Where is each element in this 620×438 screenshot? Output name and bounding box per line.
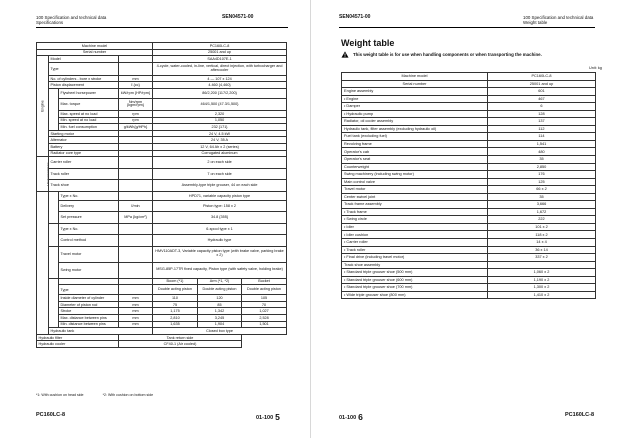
spec-unit — [119, 246, 153, 262]
spec-unit: rpm — [119, 117, 153, 124]
weight-item: Revolving frame — [342, 140, 488, 148]
cyl-item: Type — [59, 285, 119, 295]
cyl-blank — [119, 278, 153, 285]
spec-row — [37, 223, 287, 235]
spec-row — [37, 130, 287, 137]
right-header-subtitle: Weight table — [523, 20, 548, 26]
cyl-item: Diameter of piston rod — [59, 301, 119, 308]
weight-row — [342, 133, 596, 141]
spec-row — [37, 110, 287, 117]
spec-value: 86/2,200 {117/2,200} — [153, 88, 287, 98]
weight-value: 1,300 x 2 — [488, 284, 596, 292]
spec-item: No. of cylinders - bore x stroke — [49, 75, 119, 82]
weight-model-value: PC160LC-8 — [488, 73, 596, 81]
spec-item: Control method — [59, 235, 119, 247]
spec-value: 6-spool type x 1 — [153, 223, 287, 235]
weight-row — [342, 201, 596, 209]
right-page — [310, 0, 620, 438]
cyl-unit: mm — [119, 315, 153, 322]
spec-unit — [119, 235, 153, 247]
right-header-doc-code: SEN04571-00 — [339, 14, 371, 20]
right-header-chapter: 100 Specification and technical data — [523, 15, 594, 20]
weight-item: Operator's cab — [342, 148, 488, 156]
spec-unit — [119, 150, 153, 157]
right-header-rule — [339, 27, 595, 28]
spec-row — [37, 82, 287, 89]
spec-item: Delivery — [59, 200, 119, 212]
spec-unit — [119, 62, 153, 75]
spec-item: Flywheel horsepower — [59, 88, 119, 98]
cyl-head-boom: Boom (*1) — [153, 278, 198, 285]
weight-item: • Swing circle — [342, 216, 488, 224]
spec-notes — [36, 393, 171, 397]
spec-item: Hydraulic filter — [37, 334, 119, 341]
weight-item: • Final drive (including travel motor) — [342, 254, 488, 262]
spec-value: HPD71, variable capacity piston type — [153, 191, 287, 200]
right-footer-code: 01-100 — [339, 415, 357, 421]
weight-row — [342, 193, 596, 201]
spec-unit: Nm/rpm {kgm/rpm} — [119, 98, 153, 110]
left-footer-page — [256, 412, 280, 422]
spec-item: Hydraulic cooler — [37, 341, 119, 348]
group-engine: Engine — [37, 56, 49, 157]
spec-row — [37, 168, 287, 180]
spec-unit — [119, 191, 153, 200]
spec-value: 34.8 {355} — [153, 212, 287, 224]
weight-value: 125 — [488, 178, 596, 186]
spec-unit — [119, 180, 153, 192]
weight-item: Track shoe assembly — [342, 261, 488, 269]
weight-item: Travel motor — [342, 186, 488, 194]
weight-value: 137 — [488, 118, 596, 126]
weight-value: 112 — [488, 125, 596, 133]
weight-row — [342, 291, 596, 299]
group-hydraulic-motor — [49, 246, 59, 278]
cyl-bucket-value: 2,528 — [242, 315, 287, 322]
cyl-header-row — [37, 278, 287, 285]
spec-row — [37, 75, 287, 82]
weight-item: • Engine — [342, 95, 488, 103]
spec-unit — [119, 143, 153, 150]
weight-item: Fuel tank (excluding fuel) — [342, 133, 488, 141]
spec-item: Battery — [49, 143, 119, 150]
right-footer-page — [339, 412, 363, 422]
weight-row — [342, 178, 596, 186]
left-header-subtitle: Specifications — [36, 20, 64, 26]
weight-value: 3,666 — [488, 201, 596, 209]
group-hydraulic-cylinder — [49, 278, 59, 328]
weight-item: Center swivel joint — [342, 193, 488, 201]
spec-unit — [119, 137, 153, 144]
spec-item: Min. fuel consumption — [59, 124, 119, 131]
weight-row — [342, 156, 596, 164]
spec-item: Alternator — [49, 137, 119, 144]
spec-value: 2,320 — [153, 110, 287, 117]
weight-value: 1,060 x 2 — [488, 269, 596, 277]
weight-value: 6 — [488, 103, 596, 111]
weight-row — [342, 284, 596, 292]
spec-item: Max. torque — [59, 98, 119, 110]
spec-row — [37, 157, 287, 169]
spec-value: CF40-1 (Air cooled) — [119, 341, 242, 348]
cyl-bucket-value: Double acting piston — [242, 285, 287, 295]
spec-item: Starting motor — [49, 130, 119, 137]
group-control-valve — [49, 223, 59, 246]
spec-value: 4.460 {4,460} — [153, 82, 287, 89]
weight-item: • Hydraulic pump — [342, 110, 488, 118]
weight-value: 1,190 x 2 — [488, 276, 596, 284]
weight-row — [342, 254, 596, 262]
caution-text: This weight table is for use when handling components or when transporting the machine. — [353, 52, 542, 57]
weight-item: • Idler — [342, 223, 488, 231]
weight-item: Hydraulic tank, filter assembly (excluding hydraulic oil) — [342, 125, 488, 133]
spec-value: Assembly-type triple grouser, 44 on each side — [153, 180, 287, 192]
weight-item: • Track roller — [342, 246, 488, 254]
spec-unit: mm — [119, 75, 153, 82]
cyl-boom-value: 75 — [153, 301, 198, 308]
weight-row — [342, 223, 596, 231]
spec-row — [37, 262, 287, 278]
cyl-row — [37, 308, 287, 315]
weight-row — [342, 88, 596, 96]
weight-row — [342, 118, 596, 126]
spec-row — [37, 98, 287, 110]
spec-value: 24 V, 4.5 kW — [153, 130, 287, 137]
weight-value: 601 — [488, 88, 596, 96]
weight-row — [342, 103, 596, 111]
spec-value: 232 {171} — [153, 124, 287, 131]
spec-row-serial — [37, 49, 287, 56]
weight-item: Track frame assembly — [342, 201, 488, 209]
spec-value: SAA4D107E-1 — [153, 56, 287, 63]
weight-row — [342, 140, 596, 148]
spec-item: Hydraulic tank — [49, 328, 153, 335]
cyl-item: Min. distance between pins — [59, 321, 119, 328]
cyl-unit — [119, 285, 153, 295]
spec-item: Piston displacement — [49, 82, 119, 89]
cyl-arm-value: 1,342 — [198, 308, 242, 315]
cyl-item: Stroke — [59, 308, 119, 315]
weight-row — [342, 186, 596, 194]
cyl-item: Max. distance between pins — [59, 315, 119, 322]
weight-row — [342, 95, 596, 103]
weight-value: 101 x 2 — [488, 223, 596, 231]
spec-row — [37, 124, 287, 131]
group-performance — [49, 88, 59, 130]
spec-value: 12 V, 64 Ah x 2 (series) — [153, 143, 287, 150]
spec-value: 2 on each side — [153, 157, 287, 169]
spec-value: Closed box type — [153, 328, 287, 335]
cyl-bucket-value: 1,027 — [242, 308, 287, 315]
spec-item: Min. speed at no load — [59, 117, 119, 124]
cyl-boom-value: 2,810 — [153, 315, 198, 322]
spec-value: 464/1,500 {47.3/1,500} — [153, 98, 287, 110]
machine-model-value: PC160LC-8 — [153, 43, 287, 50]
cyl-boom-value: 1,635 — [153, 321, 198, 328]
spec-row — [37, 88, 287, 98]
weight-value: 114 — [488, 133, 596, 141]
spec-row — [37, 235, 287, 247]
spec-item: Type x No. — [59, 223, 119, 235]
spec-unit: ℓ/min — [119, 200, 153, 212]
weight-row — [342, 276, 596, 284]
cyl-boom-value: 1,175 — [153, 308, 198, 315]
weight-item: • Standard triple grouser shoe (700 mm) — [342, 284, 488, 292]
spec-unit: g/kWh{g/HPh} — [119, 124, 153, 131]
spec-value: Tank return side — [119, 334, 242, 341]
cyl-row — [37, 315, 287, 322]
spec-row-machine-model — [37, 43, 287, 50]
cyl-arm-value: Double acting piston — [198, 285, 242, 295]
left-header-section — [36, 15, 106, 25]
left-header-rule — [36, 27, 288, 28]
weight-value: 1,541 — [488, 140, 596, 148]
weight-item: Main control valve — [342, 178, 488, 186]
spec-item: Type — [49, 62, 119, 75]
spec-value: HMV110ADT-3, Variable capacity piston type (with brake valve, parking brake x 2) — [153, 246, 287, 262]
weight-value: 35 — [488, 193, 596, 201]
spec-value: Piston type: 158 x 2 — [153, 200, 287, 212]
spec-unit: rpm — [119, 110, 153, 117]
cyl-unit: mm — [119, 308, 153, 315]
spec-value: 4-cycle, water-cooled, in-line, vertical, direct injection, with turbocharger and aftercooler — [153, 62, 287, 75]
weight-serial-value: 25001 and up — [488, 80, 596, 88]
spec-value: Corrugated aluminum — [153, 150, 287, 157]
weight-value: 128 — [488, 110, 596, 118]
spec-item: Model — [49, 56, 119, 63]
weight-serial-label: Serial number — [342, 80, 488, 88]
spec-unit: ℓ {cc} — [119, 82, 153, 89]
weight-item: • Idler cushion — [342, 231, 488, 239]
spec-row — [37, 212, 287, 224]
weight-value: 467 — [488, 95, 596, 103]
weight-table — [341, 72, 596, 299]
cyl-item: Inside diameter of cylinder — [59, 295, 119, 302]
spec-unit — [119, 168, 153, 180]
cyl-bucket-value: 105 — [242, 295, 287, 302]
spec-table — [36, 42, 287, 348]
weight-row — [342, 148, 596, 156]
right-footer-page-number: 6 — [358, 412, 363, 422]
weight-value: 1,672 — [488, 208, 596, 216]
weight-row — [342, 246, 596, 254]
cyl-arm-value: 120 — [198, 295, 242, 302]
weight-row — [342, 231, 596, 239]
weight-value: 176 — [488, 171, 596, 179]
left-footer-code: 01-100 — [256, 415, 274, 421]
group-hydraulic-system — [37, 191, 49, 334]
weight-item: Operator's seat — [342, 156, 488, 164]
group-undercarriage — [37, 157, 49, 192]
spec-row — [37, 62, 287, 75]
weight-row — [342, 269, 596, 277]
cyl-arm-value: 3,245 — [198, 315, 242, 322]
weight-value: 14 x 4 — [488, 239, 596, 247]
serial-label: Serial number — [37, 49, 153, 56]
spec-item: Track shoe — [49, 180, 119, 192]
weight-item: • Standard triple grouser shoe (500 mm) — [342, 269, 488, 277]
spec-item: Set pressure — [59, 212, 119, 224]
weight-item: • Track frame — [342, 208, 488, 216]
weight-item: • Damper — [342, 103, 488, 111]
spec-item: Type x No. — [59, 191, 119, 200]
weight-row-serial — [342, 80, 596, 88]
weight-row — [342, 110, 596, 118]
spec-row — [37, 180, 287, 192]
weight-item: • Standard triple grouser shoe (600 mm) — [342, 276, 488, 284]
weight-value: 66 x 2 — [488, 186, 596, 194]
spec-row — [37, 143, 287, 150]
spec-unit: MPa {kg/cm²} — [119, 212, 153, 224]
cyl-row — [37, 285, 287, 295]
left-header-chapter: 100 Specification and technical data — [36, 15, 107, 20]
weight-row — [342, 261, 596, 269]
spec-row — [37, 150, 287, 157]
weight-value — [488, 261, 596, 269]
weight-item: Engine assembly — [342, 88, 488, 96]
spec-value: 4 — 107 x 124 — [153, 75, 287, 82]
spec-unit — [119, 223, 153, 235]
weight-value: 337 x 2 — [488, 254, 596, 262]
spec-row — [37, 328, 287, 335]
weight-row — [342, 125, 596, 133]
weight-item: Counterweight — [342, 163, 488, 171]
spec-item: Track roller — [49, 168, 119, 180]
weight-value: 2,850 — [488, 163, 596, 171]
weight-value: 1,410 x 2 — [488, 291, 596, 299]
cyl-arm-value: 85 — [198, 301, 242, 308]
spec-value: 7 on each side — [153, 168, 287, 180]
weight-item: • Carrier roller — [342, 239, 488, 247]
spec-item: Carrier roller — [49, 157, 119, 169]
weight-row — [342, 239, 596, 247]
spec-value: 24 V, 35 A — [153, 137, 287, 144]
weight-value: 480 — [488, 148, 596, 156]
cyl-row — [37, 301, 287, 308]
cyl-unit: mm — [119, 301, 153, 308]
weight-value: 36 x 14 — [488, 246, 596, 254]
weight-row — [342, 171, 596, 179]
cyl-boom-value: 110 — [153, 295, 198, 302]
spec-unit: kW/rpm {HP/rpm} — [119, 88, 153, 98]
weight-model-label: Machine model — [342, 73, 488, 81]
note-2: *2: With cushion on bottom side — [102, 393, 154, 397]
spec-row — [37, 200, 287, 212]
spec-item: Travel motor — [59, 246, 119, 262]
spec-value: MSG-85P-17TR fixed capacity, Piston type (with safety valve, holding brake) — [153, 262, 287, 278]
weight-row — [342, 208, 596, 216]
spec-row — [37, 137, 287, 144]
spec-item: Max. speed at no load — [59, 110, 119, 117]
serial-value: 25001 and up — [153, 49, 287, 56]
left-footer-page-number: 5 — [275, 412, 280, 422]
machine-model-label: Machine model — [37, 43, 153, 50]
cyl-blank — [59, 278, 119, 285]
weight-row — [342, 216, 596, 224]
spec-unit — [119, 157, 153, 169]
spec-row — [37, 191, 287, 200]
left-footer-model: PC160LC-8 — [36, 412, 66, 418]
cyl-bucket-value: 1,501 — [242, 321, 287, 328]
spec-row — [37, 334, 287, 341]
weight-item: Radiator, oil cooler assembly — [342, 118, 488, 126]
spec-unit — [119, 262, 153, 278]
cyl-head-bucket: Bucket — [242, 278, 287, 285]
left-header-doc-code: SEN04571-00 — [222, 14, 254, 20]
weight-unit: Unit: kg — [589, 66, 602, 70]
caution-note — [341, 51, 542, 58]
spec-row — [37, 246, 287, 262]
spec-row — [37, 117, 287, 124]
weight-item: • Wide triple grouser shoe (800 mm) — [342, 291, 488, 299]
cyl-unit: mm — [119, 321, 153, 328]
cyl-unit: mm — [119, 295, 153, 302]
cyl-head-arm: Arm (*1, *2) — [198, 278, 242, 285]
cyl-bucket-value: 70 — [242, 301, 287, 308]
right-header-section — [523, 15, 593, 25]
spec-item: Swing motor — [59, 262, 119, 278]
weight-row-model — [342, 73, 596, 81]
warning-triangle-icon — [341, 51, 349, 58]
weight-value: 222 — [488, 216, 596, 224]
spec-row — [37, 56, 287, 63]
weight-value: 35 — [488, 156, 596, 164]
weight-row — [342, 163, 596, 171]
weight-item: Swing machinery (including swing motor) — [342, 171, 488, 179]
spec-unit — [119, 56, 153, 63]
note-1: *1: With cushion on head side — [36, 393, 84, 397]
cyl-row — [37, 321, 287, 328]
cyl-row — [37, 295, 287, 302]
spec-row — [37, 341, 287, 348]
cyl-boom-value: Double acting piston — [153, 285, 198, 295]
spec-value: Hydraulic type — [153, 235, 287, 247]
cyl-arm-value: 1,904 — [198, 321, 242, 328]
group-hydraulic-pump — [49, 191, 59, 223]
right-footer-model: PC160LC-8 — [565, 412, 595, 418]
weight-table-title: Weight table — [341, 38, 395, 48]
spec-value: 1,050 — [153, 117, 287, 124]
spec-unit — [119, 130, 153, 137]
spec-item: Radiator core type — [49, 150, 119, 157]
weight-value: 118 x 2 — [488, 231, 596, 239]
